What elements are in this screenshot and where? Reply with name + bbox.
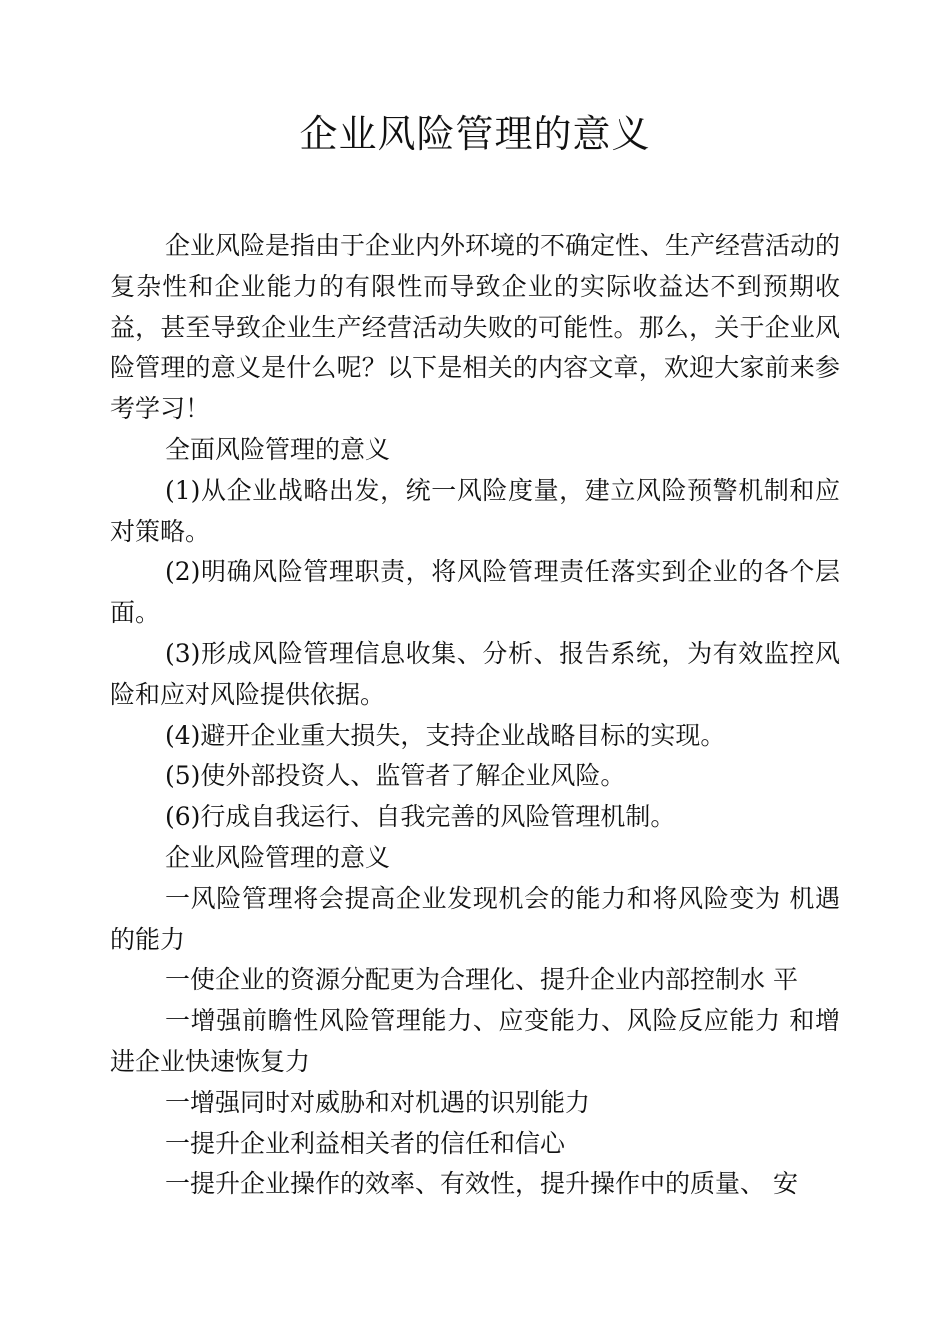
- intro-paragraph: 企业风险是指由于企业内外环境的不确定性、生产经营活动的复杂性和企业能力的有限性而导致企业的实际收益达不到预期收益，甚至导致企业生产经营活动失败的可能性。那么，关于企业风险管理的意义是什么呢？以下是相关的内容文章，欢迎大家前来参考学习！: [110, 231, 841, 424]
- list-item-4: (4)避开企业重大损失，支持企业战略目标的实现。: [165, 720, 726, 750]
- list-item-5: (5)使外部投资人、监管者了解企业风险。: [165, 761, 626, 791]
- list-item-1: (1)从企业战略出发，统一风险度量，建立风险预警机制和应对策略。: [110, 475, 840, 546]
- list-item-6: (6)行成自我运行、自我完善的风险管理机制。: [165, 802, 676, 832]
- bullet-item-6: 一提升企业操作的效率、有效性，提升操作中的质量、 安: [165, 1169, 798, 1199]
- bullet-item-2: 一使企业的资源分配更为合理化、提升企业内部控制水 平: [165, 965, 798, 995]
- bullet-item-3: 一增强前瞻性风险管理能力、应变能力、风险反应能力 和增进企业快速恢复力: [110, 1006, 840, 1076]
- bullet-item-5: 一提升企业利益相关者的信任和信心: [165, 1128, 566, 1158]
- list-item-3: (3)形成风险管理信息收集、分析、报告系统，为有效监控风险和应对风险提供依据。: [110, 638, 840, 709]
- document-title: 企业风险管理的意义: [299, 112, 651, 156]
- list-item-2: (2)明确风险管理职责，将风险管理责任落实到企业的各个层面。: [110, 557, 840, 628]
- bullet-item-1: 一风险管理将会提高企业发现机会的能力和将风险变为 机遇的能力: [110, 883, 840, 954]
- section-heading-enterprise: 企业风险管理的意义: [165, 842, 391, 872]
- bullet-item-4: 一增强同时对威胁和对机遇的识别能力: [165, 1087, 591, 1117]
- document-body: [110, 226, 840, 1205]
- section-heading-comprehensive: 全面风险管理的意义: [165, 434, 391, 464]
